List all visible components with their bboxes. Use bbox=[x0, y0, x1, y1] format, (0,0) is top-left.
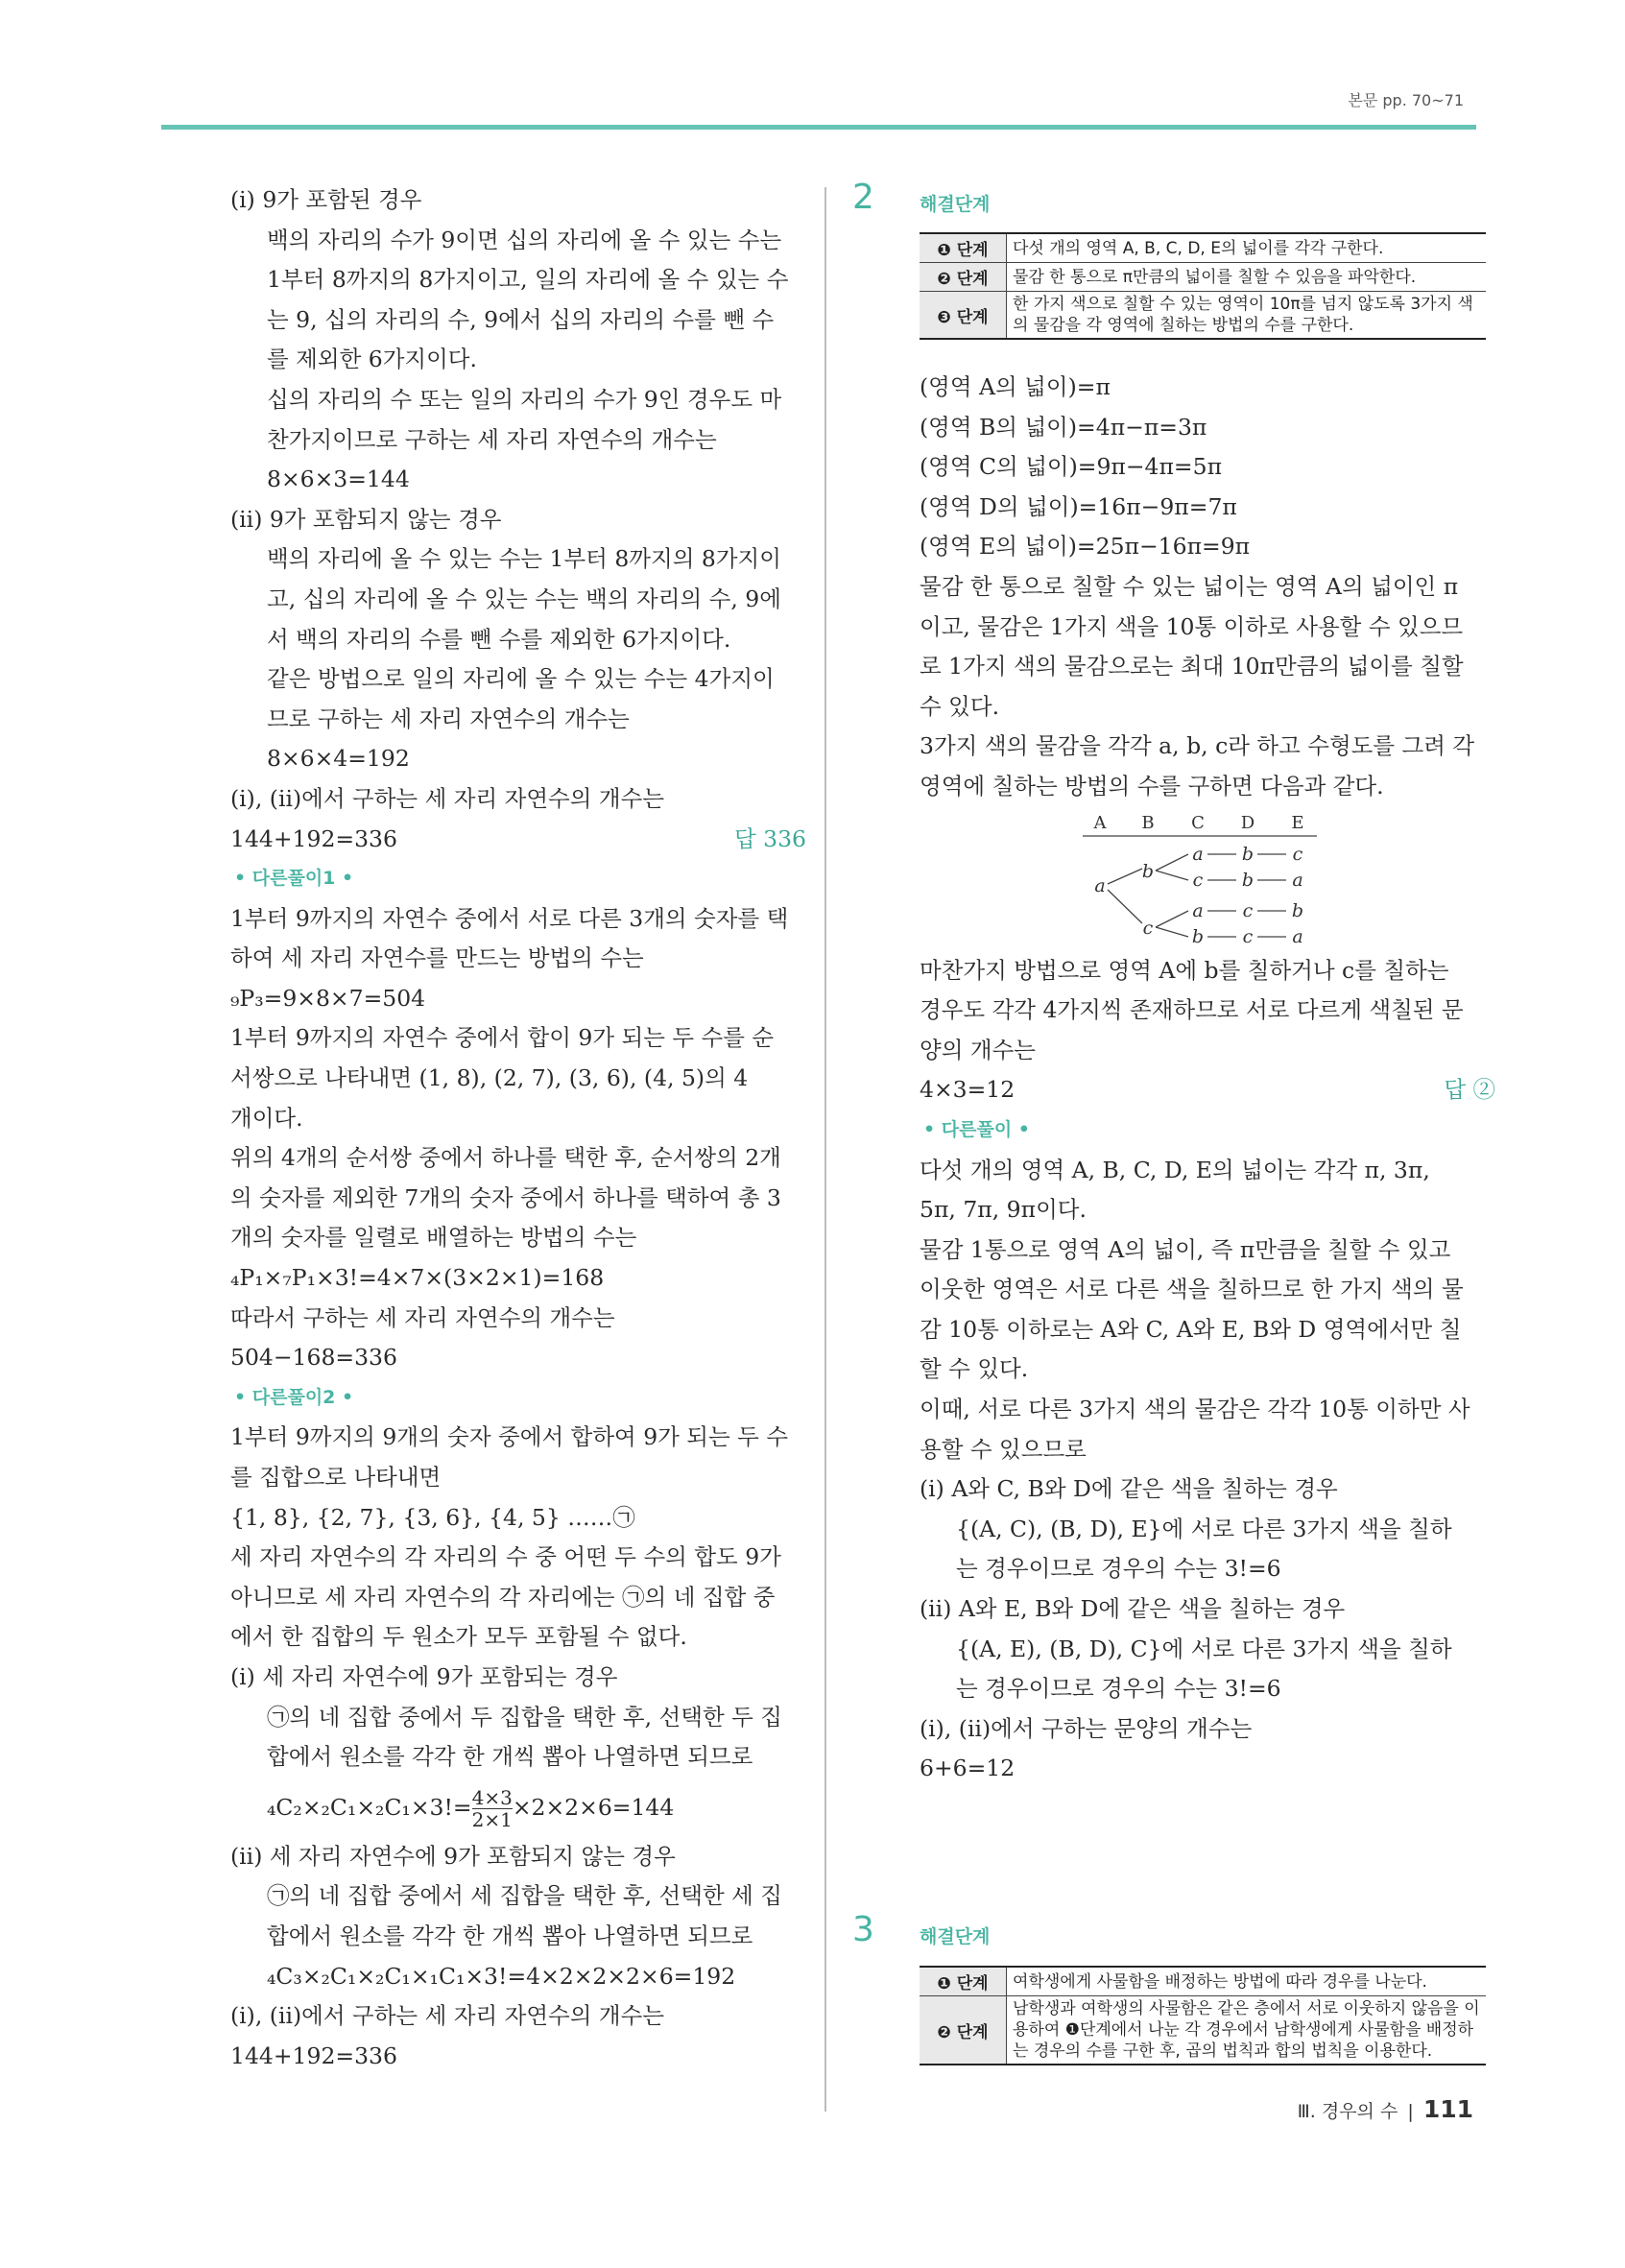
alt-solution-label: • 다른풀이1 • bbox=[234, 868, 354, 890]
text-line: 마찬가지 방법으로 영역 A에 b를 칠하거나 c를 칠하는 bbox=[920, 956, 1449, 984]
tree-node: c bbox=[1292, 843, 1303, 865]
step-number: ❸ 단계 bbox=[920, 292, 1007, 340]
text-line: (ⅱ) 9가 포함되지 않는 경우 bbox=[230, 505, 502, 533]
text-line: 6+6=12 bbox=[920, 1755, 1016, 1782]
page-reference: 본문 pp. 70~71 bbox=[1348, 91, 1464, 109]
text-line: (ⅰ), (ⅱ)에서 구하는 문양의 개수는 bbox=[920, 1714, 1253, 1742]
text-line: 는 경우이므로 경우의 수는 3!=6 bbox=[956, 1555, 1281, 1583]
text-line: (영역 B의 넓이)=4π−π=3π bbox=[920, 413, 1207, 441]
text-line: 하여 세 자리 자연수를 만드는 방법의 수는 bbox=[230, 944, 644, 972]
text-line: (영역 C의 넓이)=9π−4π=5π bbox=[920, 453, 1223, 481]
tree-edge bbox=[1156, 927, 1188, 937]
step-number: ❶ 단계 bbox=[920, 1967, 1007, 1996]
step-description: 다섯 개의 영역 A, B, C, D, E의 넓이를 각각 구한다. bbox=[1007, 233, 1487, 263]
answer-calc-2: 4×3=12 bbox=[920, 1076, 1016, 1104]
tree-node-b: c bbox=[1142, 917, 1154, 939]
text-line: 8×6×4=192 bbox=[267, 745, 410, 773]
text-line: (ⅰ), (ⅱ)에서 구하는 세 자리 자연수의 개수는 bbox=[230, 784, 665, 812]
text-line: 1부터 9까지의 9개의 숫자 중에서 합하여 9가 되는 두 수 bbox=[230, 1423, 789, 1451]
text-line: 용할 수 있으므로 bbox=[920, 1435, 1087, 1463]
text-line: 할 수 있다. bbox=[920, 1355, 1029, 1383]
text-line: 같은 방법으로 일의 자리에 올 수 있는 수는 4가지이 bbox=[267, 665, 775, 693]
text-line: 영역에 칠하는 방법의 수를 구하면 다음과 같다. bbox=[920, 772, 1384, 800]
text-line: ㉠의 네 집합 중에서 세 집합을 택한 후, 선택한 세 집 bbox=[267, 1882, 782, 1910]
tree-node: b bbox=[1241, 843, 1255, 865]
text-line: 백의 자리의 수가 9이면 십의 자리에 올 수 있는 수는 bbox=[267, 226, 782, 253]
text-line: 아니므로 세 자리 자연수의 각 자리에는 ㉠의 네 집합 중 bbox=[230, 1583, 776, 1611]
tree-header-A: A bbox=[1093, 812, 1107, 833]
text-line: 1부터 9까지의 자연수 중에서 서로 다른 3개의 숫자를 택 bbox=[230, 904, 789, 932]
text-line: 5π, 7π, 9π이다. bbox=[920, 1196, 1087, 1224]
step-row bbox=[920, 1967, 1486, 1996]
text-line: 개이다. bbox=[230, 1104, 303, 1132]
text-line: 위의 4개의 순서쌍 중에서 하나를 택한 후, 순서쌍의 2개 bbox=[230, 1144, 781, 1172]
text-line: 는 경우이므로 경우의 수는 3!=6 bbox=[956, 1675, 1281, 1703]
tree-node: c bbox=[1242, 899, 1254, 921]
fraction-formula bbox=[230, 1778, 806, 1837]
tree-edge bbox=[1156, 871, 1188, 880]
text-line: (ⅰ), (ⅱ)에서 구하는 세 자리 자연수의 개수는 bbox=[230, 2002, 665, 2030]
text-line: 로 1가지 색의 물감으로는 최대 10π만큼의 넓이를 칠할 bbox=[920, 653, 1464, 680]
text-line: {(A, E), (B, D), C}에 서로 다른 3가지 색을 칠하 bbox=[956, 1635, 1452, 1662]
tree-node: a bbox=[1292, 925, 1303, 947]
chapter-title: Ⅲ. 경우의 수 bbox=[1297, 2101, 1398, 2122]
text-line: 다섯 개의 영역 A, B, C, D, E의 넓이는 각각 π, 3π, bbox=[920, 1156, 1430, 1183]
answer-value: 답 336 bbox=[733, 824, 806, 852]
text-line: 3가지 색의 물감을 각각 a, b, c라 하고 수형도를 그려 각 bbox=[920, 732, 1475, 760]
problem-3-number: 3 bbox=[852, 1910, 874, 1949]
text-line: 504−168=336 bbox=[230, 1344, 397, 1372]
tree-node: a bbox=[1192, 899, 1204, 921]
page-number: 111 bbox=[1422, 2095, 1473, 2123]
text-line: (ⅰ) 세 자리 자연수에 9가 포함되는 경우 bbox=[230, 1662, 618, 1690]
tree-root: a bbox=[1094, 874, 1106, 896]
step-row bbox=[920, 233, 1486, 263]
step-number: ❷ 단계 bbox=[920, 1996, 1007, 2065]
text-line: 8×6×3=144 bbox=[267, 466, 410, 493]
text-line: 감 10통 이하로는 A와 C, A와 E, B와 D 영역에서만 칠 bbox=[920, 1315, 1462, 1343]
text-line: {(A, C), (B, D), E}에 서로 다른 3가지 색을 칠하 bbox=[956, 1515, 1452, 1542]
tree-node: c bbox=[1242, 925, 1254, 947]
step-row bbox=[920, 292, 1486, 340]
answer-line bbox=[230, 820, 806, 860]
text-line: 이고, 물감은 1가지 색을 10통 이하로 사용할 수 있으므 bbox=[920, 612, 1464, 640]
text-line: 므로 구하는 세 자리 자연수의 개수는 bbox=[267, 704, 630, 732]
tree-edge bbox=[1108, 869, 1142, 884]
text-line: 를 집합으로 나타내면 bbox=[230, 1464, 442, 1491]
text-line: 를 제외한 6가지이다. bbox=[267, 346, 477, 373]
text-line: 세 자리 자연수의 각 자리의 수 중 어떤 두 수의 합도 9가 bbox=[230, 1543, 781, 1571]
answer-calc: 144+192=336 bbox=[230, 824, 397, 852]
text-line: 합에서 원소를 각각 한 개씩 뽑아 나열하면 되므로 bbox=[267, 1743, 753, 1771]
tree-node: a bbox=[1292, 869, 1303, 891]
step-description: 물감 한 통으로 π만큼의 넓이를 칠할 수 있음을 파악한다. bbox=[1007, 263, 1487, 292]
text-line: 이웃한 영역은 서로 다른 색을 칠하므로 한 가지 색의 물 bbox=[920, 1276, 1464, 1303]
step-description: 한 가지 색으로 칠할 수 있는 영역이 10π를 넘지 않도록 3가지 색의 물감을 각 영역에 칠하는 방법의 수를 구한다. bbox=[1007, 292, 1487, 340]
footer-separator: | bbox=[1407, 2101, 1414, 2122]
text-line: 144+192=336 bbox=[230, 2041, 397, 2069]
text-line: 물감 한 통으로 칠할 수 있는 넓이는 영역 A의 넓이인 π bbox=[920, 572, 1459, 600]
tree-edge bbox=[1108, 890, 1142, 923]
tree-edge bbox=[1156, 911, 1188, 927]
text-line: ₄C₃×₂C₁×₂C₁×₁C₁×3!=4×2×2×2×6=192 bbox=[267, 1962, 736, 1990]
text-line: ₄P₁×₇P₁×3!=4×7×(3×2×1)=168 bbox=[230, 1264, 605, 1292]
step-number: ❶ 단계 bbox=[920, 233, 1007, 263]
page-footer bbox=[1298, 2095, 1473, 2123]
text-line: 수 있다. bbox=[920, 692, 1000, 720]
text-line: (ⅱ) 세 자리 자연수에 9가 포함되지 않는 경우 bbox=[230, 1842, 676, 1870]
text-line: 십의 자리의 수 또는 일의 자리의 수가 9인 경우도 마 bbox=[267, 385, 782, 413]
text-line: 개의 숫자를 일렬로 배열하는 방법의 수는 bbox=[230, 1224, 637, 1252]
answer-2: 답 ② bbox=[1444, 1076, 1495, 1104]
text-line: (영역 A의 넓이)=π bbox=[920, 373, 1111, 400]
alt-solution-label-2: • 다른풀이 • bbox=[923, 1118, 1030, 1140]
problem-3-steps-table bbox=[920, 1966, 1486, 2065]
problem-3-label: 해결단계 bbox=[920, 1926, 991, 1947]
step-description: 남학생과 여학생의 사물함은 같은 층에서 서로 이웃하지 않음을 이용하여 ❶단계에서 나눈 각 경우에서 남학생에게 사물함을 배정하는 경우의 수를 구한 후, 곱의 법칙과 합의 법칙을 이용한다. bbox=[1007, 1996, 1487, 2065]
step-number: ❷ 단계 bbox=[920, 263, 1007, 292]
column-divider bbox=[824, 187, 826, 2112]
problem-2-steps-table bbox=[920, 232, 1486, 340]
tree-header-C: C bbox=[1191, 812, 1205, 833]
text-line: 고, 십의 자리에 올 수 있는 수는 백의 자리의 수, 9에 bbox=[267, 585, 781, 612]
fraction bbox=[472, 1787, 513, 1830]
tree-diagram bbox=[920, 807, 1495, 951]
text-line: (영역 E의 넓이)=25π−16π=9π bbox=[920, 533, 1251, 561]
numerator: 4×3 bbox=[471, 1785, 513, 1809]
text-line: 물감 1통으로 영역 A의 넓이, 즉 π만큼을 칠할 수 있고 bbox=[920, 1235, 1451, 1263]
text-line: 는 9, 십의 자리의 수, 9에서 십의 자리의 수를 뺀 수 bbox=[267, 305, 775, 333]
step-description: 여학생에게 사물함을 배정하는 방법에 따라 경우를 나눈다. bbox=[1007, 1967, 1487, 1996]
alt-solution-label: • 다른풀이2 • bbox=[234, 1386, 354, 1408]
denominator: 2×1 bbox=[471, 1807, 513, 1831]
formula-suffix: ×2×2×6=144 bbox=[512, 1793, 675, 1821]
text-line: (ⅰ) A와 C, B와 D에 같은 색을 칠하는 경우 bbox=[920, 1475, 1338, 1503]
tree-node: b bbox=[1291, 899, 1304, 921]
text-line: 서쌍으로 나타내면 (1, 8), (2, 7), (3, 6), (4, 5)의 4 bbox=[230, 1064, 749, 1092]
text-line: (영역 D의 넓이)=16π−9π=7π bbox=[920, 492, 1237, 520]
text-line: 1부터 9까지의 자연수 중에서 합이 9가 되는 두 수를 순 bbox=[230, 1024, 775, 1052]
text-line: 의 숫자를 제외한 7개의 숫자 중에서 하나를 택하여 총 3 bbox=[230, 1183, 781, 1211]
tree-node: b bbox=[1191, 925, 1205, 947]
text-line: 백의 자리에 올 수 있는 수는 1부터 8까지의 8가지이 bbox=[267, 545, 781, 573]
problem-2-label: 해결단계 bbox=[920, 194, 991, 215]
text-line: 따라서 구하는 세 자리 자연수의 개수는 bbox=[230, 1303, 615, 1331]
tree-node: b bbox=[1241, 869, 1255, 891]
tree-node: a bbox=[1192, 843, 1204, 865]
tree-header-D: D bbox=[1240, 812, 1255, 833]
step-row bbox=[920, 263, 1486, 292]
tree-header-B: B bbox=[1141, 812, 1155, 833]
text-line: 에서 한 집합의 두 원소가 모두 포함될 수 없다. bbox=[230, 1623, 687, 1651]
tree-node: c bbox=[1192, 869, 1204, 891]
text-line: 찬가지이므로 구하는 세 자리 자연수의 개수는 bbox=[267, 425, 717, 453]
text-line: {1, 8}, {2, 7}, {3, 6}, {4, 5} ……㉠ bbox=[230, 1503, 635, 1531]
tree-diagram-svg bbox=[920, 807, 1495, 951]
left-column bbox=[230, 180, 806, 2076]
formula-prefix: ₄C₂×₂C₁×₂C₁×3!= bbox=[267, 1793, 472, 1821]
answer-line-2 bbox=[920, 1070, 1495, 1110]
text-line: 양의 개수는 bbox=[920, 1036, 1036, 1063]
text-line: (ⅰ) 9가 포함된 경우 bbox=[230, 186, 422, 213]
tree-edge bbox=[1156, 854, 1188, 871]
text-line: 경우도 각각 4가지씩 존재하므로 서로 다르게 색칠된 문 bbox=[920, 996, 1464, 1024]
problem-2-number: 2 bbox=[852, 178, 874, 217]
text-line: 이때, 서로 다른 3가지 색의 물감은 각각 10통 이하만 사 bbox=[920, 1396, 1470, 1423]
tree-node-b: b bbox=[1141, 860, 1155, 882]
step-row bbox=[920, 1996, 1486, 2065]
text-line: ㉠의 네 집합 중에서 두 집합을 택한 후, 선택한 두 집 bbox=[267, 1703, 782, 1731]
text-line: 합에서 원소를 각각 한 개씩 뽑아 나열하면 되므로 bbox=[267, 1922, 753, 1949]
text-line: ₉P₃=9×8×7=504 bbox=[230, 984, 426, 1012]
right-column bbox=[920, 368, 1495, 1789]
text-line: 서 백의 자리의 수를 뺀 수를 제외한 6가지이다. bbox=[267, 625, 731, 653]
tree-header-E: E bbox=[1291, 812, 1304, 833]
text-line: (ⅱ) A와 E, B와 D에 같은 색을 칠하는 경우 bbox=[920, 1595, 1346, 1623]
text-line: 1부터 8까지의 8가지이고, 일의 자리에 올 수 있는 수 bbox=[267, 266, 789, 294]
header-rule bbox=[161, 125, 1476, 130]
